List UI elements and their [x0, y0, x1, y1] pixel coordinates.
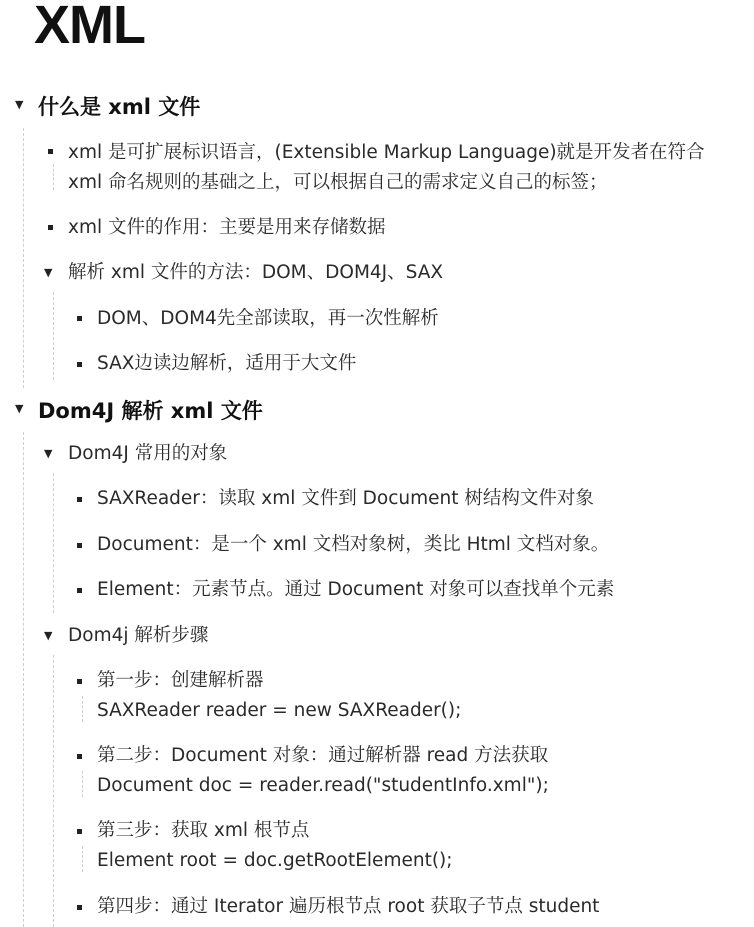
list-item-text: xml 命名规则的基础之上，可以根据自己的需求定义自己的标签；: [68, 172, 608, 193]
bullet-icon: [48, 225, 53, 230]
list-item-text: DOM、DOM4先全部读取，再一次性解析: [97, 308, 439, 329]
indent-guide: [53, 655, 54, 927]
section-heading-what-is-xml: 什么是 xml 文件: [38, 95, 201, 119]
bullet-icon: [77, 316, 82, 321]
code-line: SAXReader reader = new SAXReader();: [97, 700, 462, 721]
list-item-text: 第二步：Document 对象：通过解析器 read 方法获取: [97, 745, 549, 766]
list-item-text: SAX边读边解析，适用于大文件: [97, 353, 357, 374]
list-item-text: Dom4j 解析步骤: [68, 625, 209, 646]
code-line: Element root = doc.getRootElement();: [97, 850, 453, 871]
bullet-icon: [48, 149, 53, 154]
indent-guide: [82, 696, 83, 722]
list-item-text: SAXReader：读取 xml 文件到 Document 树结构文件对象: [97, 488, 594, 509]
indent-guide: [82, 771, 83, 797]
collapse-triangle-icon[interactable]: ▼: [44, 447, 53, 460]
bullet-icon: [77, 679, 82, 684]
list-item-text: 第一步：创建解析器: [97, 670, 264, 691]
list-item-text: xml 文件的作用：主要是用来存储数据: [68, 217, 386, 238]
bullet-icon: [77, 905, 82, 910]
bullet-icon: [77, 497, 82, 502]
list-item-text: xml 是可扩展标识语言，(Extensible Markup Language)就是开发者在符合: [68, 142, 705, 163]
list-item-text: 第三步：获取 xml 根节点: [97, 820, 310, 841]
list-item-text: 解析 xml 文件的方法：DOM、DOM4J、SAX: [68, 262, 444, 283]
indent-guide: [53, 292, 54, 380]
indent-guide: [23, 432, 24, 927]
list-item-text: Dom4J 常用的对象: [68, 443, 228, 464]
code-line: Document doc = reader.read("studentInfo.xml");: [97, 775, 549, 796]
list-item-text: Element：元素节点。通过 Document 对象可以查找单个元素: [97, 579, 615, 600]
bullet-icon: [77, 829, 82, 834]
indent-guide: [53, 164, 54, 190]
bullet-icon: [77, 754, 82, 759]
page-title: XML: [34, 0, 145, 55]
bullet-icon: [77, 543, 82, 548]
bullet-icon: [77, 362, 82, 367]
collapse-triangle-icon[interactable]: ▼: [15, 98, 24, 111]
bullet-icon: [77, 588, 82, 593]
section-heading-dom4j: Dom4J 解析 xml 文件: [38, 399, 263, 423]
indent-guide: [53, 473, 54, 613]
indent-guide: [23, 128, 24, 388]
indent-guide: [82, 846, 83, 872]
list-item-text: Document：是一个 xml 文档对象树，类比 Html 文档对象。: [97, 534, 610, 555]
collapse-triangle-icon[interactable]: ▼: [15, 402, 24, 415]
collapse-triangle-icon[interactable]: ▼: [44, 266, 53, 279]
list-item-text: 第四步：通过 Iterator 遍历根节点 root 获取子节点 student: [97, 896, 600, 917]
collapse-triangle-icon[interactable]: ▼: [44, 629, 53, 642]
